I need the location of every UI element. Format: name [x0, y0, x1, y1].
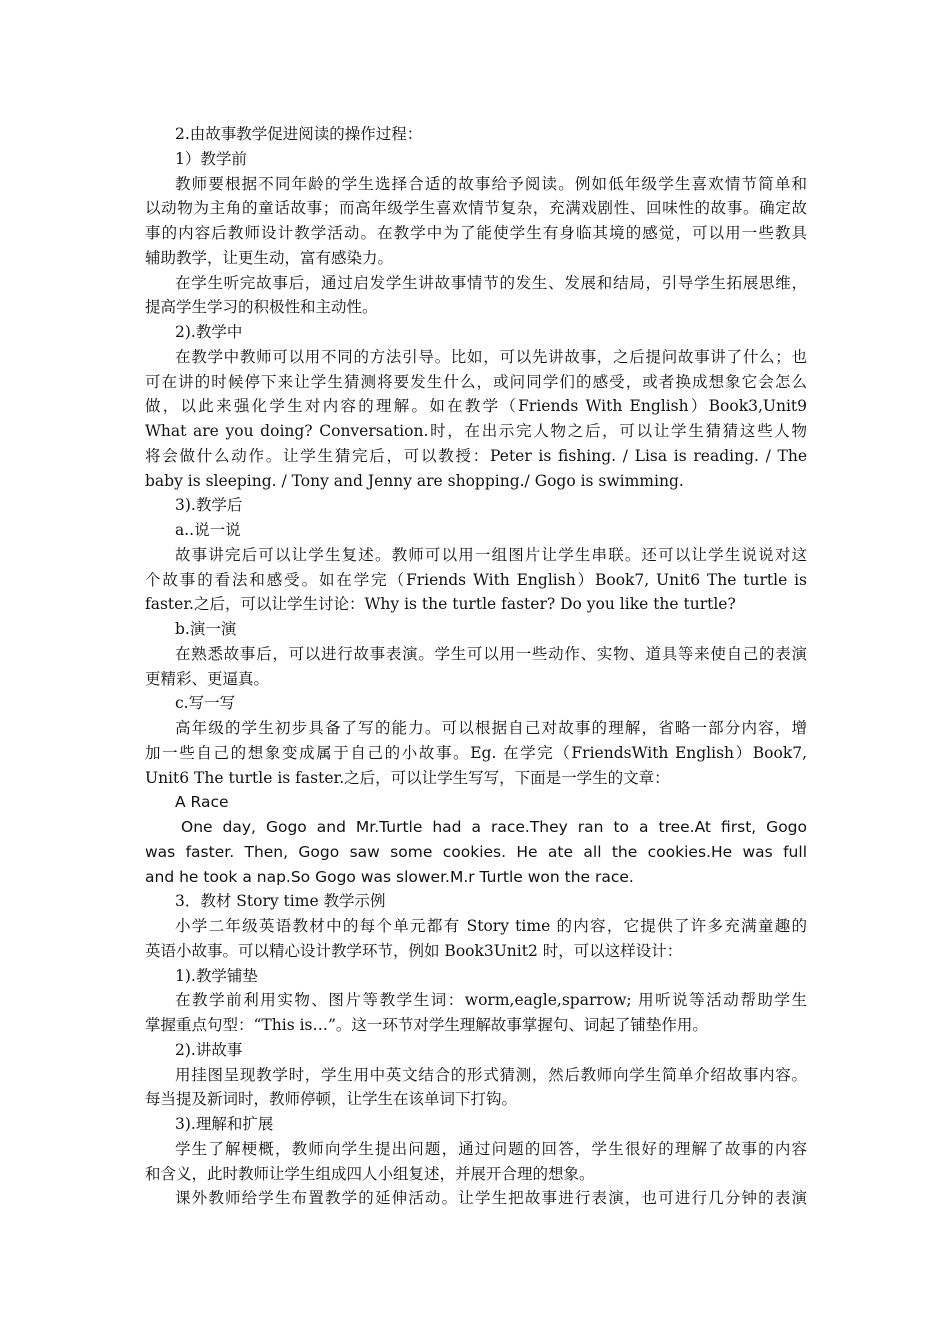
- paragraph-line: faster.之后，可以让学生讨论：Why is the turtle faster? Do you like the turtle?: [145, 595, 736, 614]
- paragraph-line: 在学生听完故事后，通过启发学生讲故事情节的发生、发展和结局，引导学生拓展思维，: [175, 273, 807, 292]
- paragraph-line: 课外教师给学生布置教学的延伸活动。让学生把故事进行表演，也可进行几分钟的表演: [175, 1189, 807, 1208]
- paragraph-line: baby is sleeping. / Tony and Jenny are shopping./ Gogo is swimming.: [145, 471, 684, 490]
- paragraph-line: 事的内容后教师设计教学活动。在教学中为了能使学生有身临其境的感觉，可以用一些教具: [145, 224, 807, 242]
- story-line: and he took a nap.So Gogo was slower.M.r Turtle won the race.: [145, 867, 634, 886]
- paragraph-line: What are you doing? Conversation.时，在出示完人物之后，可以让学生猜猜这些人物: [145, 422, 807, 440]
- subheading: 2).教学中: [175, 323, 243, 341]
- subheading: 1）教学前: [175, 149, 247, 168]
- subheading: 3).理解和扩展: [175, 1115, 274, 1133]
- paragraph-line: 掌握重点句型：“This is…”。这一环节对学生理解故事掌握句、词起了铺垫作用。: [145, 1016, 708, 1034]
- story-line: One day, Gogo and Mr.Turtle had a race.They ran to a tree.At first, Gogo: [181, 818, 807, 836]
- subheading: b.演一演: [175, 620, 237, 638]
- paragraph-line: 学生了解梗概，教师向学生提出问题，通过问题的回答，学生很好的理解了故事的内容: [175, 1139, 807, 1158]
- story-title: A Race: [175, 793, 229, 812]
- paragraph-line: 小学二年级英语教材中的每个单元都有 Story time 的内容，它提供了许多充满童趣的: [175, 917, 807, 935]
- paragraph-line: 英语小故事。可以精心设计教学环节，例如 Book3Unit2 时，可以这样设计：: [145, 941, 683, 960]
- paragraph-line: Unit6 The turtle is faster.之后，可以让学生写写，下面是一学生的文章：: [145, 768, 670, 787]
- paragraph-line: 用挂图呈现教学时，学生用中英文结合的形式猜测，然后教师向学生简单介绍故事内容。: [175, 1065, 807, 1084]
- subheading: c.写一写: [175, 694, 236, 713]
- document-page: [145, 122, 807, 1211]
- subheading: 2).讲故事: [175, 1040, 243, 1059]
- paragraph-line: 更精彩、更逼真。: [145, 669, 270, 688]
- paragraph-line: 和含义，此时教师让学生组成四人小组复述，并展开合理的想象。: [145, 1164, 595, 1183]
- paragraph-line: 高年级的学生初步具备了写的能力。可以根据自己对故事的理解，省略一部分内容，增: [175, 719, 807, 737]
- paragraph-line: 可在讲的时候停下来让学生猜测将要发生什么，或问同学们的感受，或者换成想象它会怎么: [145, 372, 807, 391]
- paragraph-line: 教师要根据不同年龄的学生选择合适的故事给予阅读。例如低年级学生喜欢情节简单和: [175, 174, 807, 193]
- paragraph-line: 做，以此来强化学生对内容的理解。如在教学（Friends With English）Book3,Unit9: [145, 397, 807, 416]
- subheading: 1).教学铺垫: [175, 966, 258, 985]
- subheading: a..说一说: [175, 521, 241, 539]
- paragraph-line: 在教学前利用实物、图片等教学生词：worm,eagle,sparrow; 用听说等活动帮助学生: [175, 991, 807, 1010]
- subheading: 3).教学后: [175, 496, 243, 515]
- section-heading: 3．教材 Story time 教学示例: [175, 892, 386, 911]
- paragraph-line: 在教学中教师可以用不同的方法引导。比如，可以先讲故事，之后提问故事讲了什么；也: [175, 347, 807, 366]
- paragraph-line: 辅助教学，让更生动，富有感染力。: [145, 248, 394, 267]
- story-line: was faster. Then, Gogo saw some cookies. He ate all the cookies.He was full: [145, 842, 807, 861]
- paragraph-line: 在熟悉故事后，可以进行故事表演。学生可以用一些动作、实物、道具等来使自己的表演: [175, 644, 807, 663]
- paragraph-line: 将会做什么动作。让学生猜完后，可以教授：Peter is fishing. / Lisa is reading. / The: [145, 446, 807, 465]
- paragraph-line: 个故事的看法和感受。如在学完（Friends With English）Book7, Unit6 The turtle is: [145, 570, 807, 589]
- paragraph-line: 以动物为主角的童话故事；而高年级学生喜欢情节复杂，充满戏剧性、回味性的故事。确定故: [145, 199, 807, 218]
- paragraph-line: 提高学生学习的积极性和主动性。: [145, 298, 378, 317]
- section-heading: 2.由故事教学促进阅读的操作过程：: [175, 125, 423, 143]
- paragraph-line: 故事讲完后可以让学生复述。教师可以用一组图片让学生串联。还可以让学生说说对这: [175, 545, 807, 564]
- paragraph-line: 加一些自己的想象变成属于自己的小故事。Eg. 在学完（FriendsWith English）Book7,: [145, 743, 807, 762]
- paragraph-line: 每当提及新词时，教师停顿，让学生在该单词下打钩。: [145, 1090, 518, 1109]
